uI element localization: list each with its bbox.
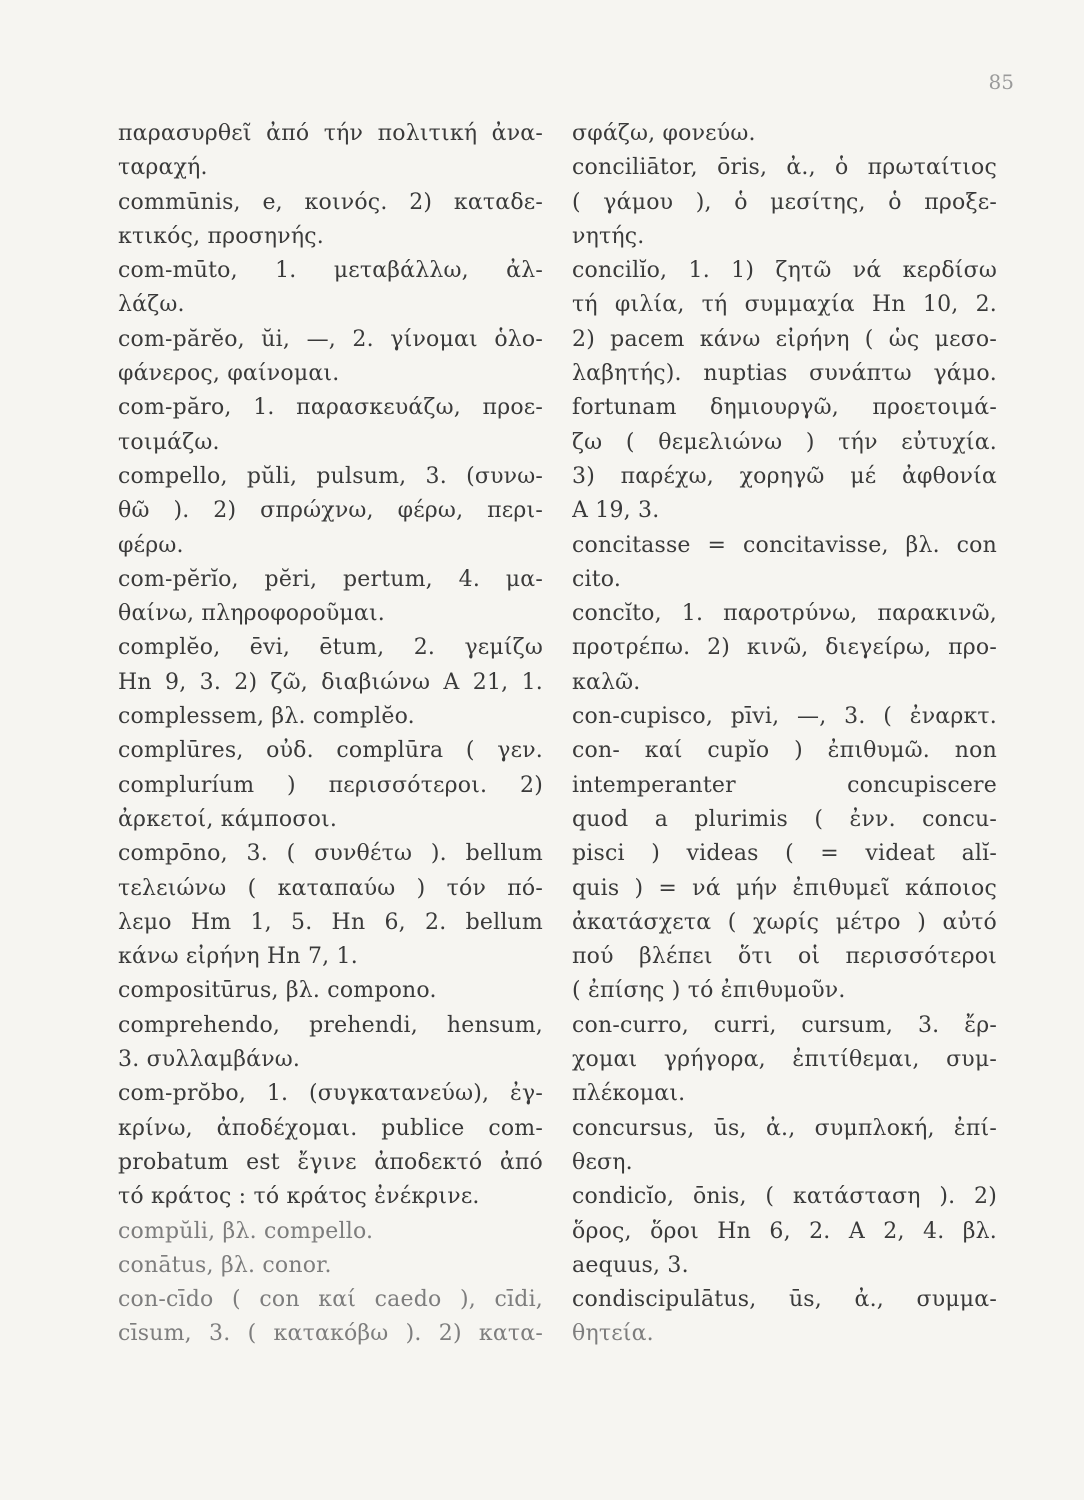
page-number: 85 bbox=[988, 70, 1014, 94]
dictionary-line: compello, pŭli, pulsum, 3. (συνω- bbox=[118, 463, 543, 489]
dictionary-line: compositūrus, βλ. compono. bbox=[118, 978, 437, 1004]
dictionary-line: conātus, βλ. conor. bbox=[118, 1252, 332, 1278]
dictionary-line: pisci ) videas ( = videat alĭ- bbox=[572, 841, 997, 867]
dictionary-line: com-mūto, 1. μεταβάλλω, ἀλ- bbox=[118, 258, 543, 284]
dictionary-line: τελειώνω ( καταπαύω ) τόν πό- bbox=[118, 875, 543, 901]
dictionary-line: λεμο Hm 1, 5. Hn 6, 2. bellum bbox=[118, 909, 543, 935]
dictionary-line: quod a plurimis ( ἐνν. concu- bbox=[572, 806, 997, 832]
dictionary-line: λαβητής). nuptias συνάπτω γάμο. bbox=[572, 361, 997, 387]
dictionary-line: πλέκομαι. bbox=[572, 1081, 686, 1107]
dictionary-line: condiscipulātus, ūs, ἀ., συμμα- bbox=[572, 1287, 997, 1313]
dictionary-line: com-părĕo, ŭi, —, 2. γίνομαι ὁλο- bbox=[118, 326, 543, 352]
dictionary-line: quis ) = νά μήν ἐπιθυμεῖ κάποιος bbox=[572, 875, 997, 901]
dictionary-line: complūres, οὐδ. complūra ( γεν. bbox=[118, 738, 543, 764]
dictionary-line: τή φιλία, τή συμμαχία Hn 10, 2. bbox=[572, 292, 997, 318]
dictionary-line: θῶ ). 2) σπρώχνω, φέρω, περι- bbox=[118, 498, 543, 524]
dictionary-line: con-cupisco, pīvi, —, 3. ( ἐναρκτ. bbox=[572, 704, 997, 730]
dictionary-line: compluríum ) περισσότεροι. 2) bbox=[118, 772, 543, 798]
dictionary-line: intemperanter concupiscere bbox=[572, 772, 997, 798]
dictionary-line: complessem, βλ. complĕo. bbox=[118, 704, 415, 730]
dictionary-line: πού βλέπει ὅτι οἱ περισσότεροι bbox=[572, 944, 997, 970]
dictionary-line: cito. bbox=[572, 566, 622, 592]
dictionary-line: con- καί cupĭo ) ἐπιθυμῶ. non bbox=[572, 738, 997, 764]
dictionary-line: con-curro, curri, cursum, 3. ἔρ- bbox=[572, 1012, 997, 1038]
dictionary-line: ἀρκετοί, κάμποσοι. bbox=[118, 806, 338, 832]
dictionary-line: θητεία. bbox=[572, 1321, 654, 1347]
right-column bbox=[572, 117, 997, 1352]
dictionary-line: λάζω. bbox=[118, 292, 185, 318]
dictionary-line: ζω ( θεμελιώνω ) τήν εὐτυχία. bbox=[572, 429, 997, 455]
dictionary-line: προτρέπω. 2) κινῶ, διεγείρω, προ- bbox=[572, 635, 997, 661]
dictionary-line: χομαι γρήγορα, ἐπιτίθεμαι, συμ- bbox=[572, 1047, 997, 1073]
dictionary-line: probatum est ἔγινε ἀποδεκτό ἀπό bbox=[118, 1149, 543, 1175]
dictionary-line: ( ἐπίσης ) τό ἐπιθυμοῦν. bbox=[572, 978, 846, 1004]
dictionary-line: ( γάμου ), ὁ μεσίτης, ὁ προξε- bbox=[572, 189, 997, 215]
dictionary-line: com-prŏbo, 1. (συγκατανεύω), ἐγ- bbox=[118, 1081, 543, 1107]
dictionary-line: con-cīdo ( con καί caedo ), cīdi, bbox=[118, 1287, 543, 1313]
dictionary-line: concilĭo, 1. 1) ζητῶ νά κερδίσω bbox=[572, 258, 997, 284]
dictionary-line: καλῶ. bbox=[572, 669, 641, 695]
dictionary-line: ταραχή. bbox=[118, 155, 208, 181]
dictionary-line: 2) pacem κάνω εἰρήνη ( ὡς μεσο- bbox=[572, 326, 997, 352]
dictionary-line: παρασυρθεῖ ἀπό τήν πολιτική ἀνα- bbox=[118, 121, 543, 146]
dictionary-line: concĭto, 1. παροτρύνω, παρακινῶ, bbox=[572, 601, 997, 627]
dictionary-line: φάνερος, φαίνομαι. bbox=[118, 361, 340, 387]
dictionary-line: νητής. bbox=[572, 223, 645, 249]
dictionary-line: τό κράτος : τό κράτος ἐνέκρινε. bbox=[118, 1184, 480, 1210]
dictionary-line: 3. συλλαμβάνω. bbox=[118, 1047, 301, 1073]
dictionary-line: concitasse = concitavisse, βλ. con bbox=[572, 532, 997, 558]
dictionary-line: ἀκατάσχετα ( χωρίς μέτρο ) αὐτό bbox=[572, 909, 997, 935]
dictionary-line: Hn 9, 3. 2) ζῶ, διαβιώνω A 21, 1. bbox=[118, 669, 543, 695]
left-column bbox=[118, 117, 543, 1352]
dictionary-line: θεση. bbox=[572, 1149, 633, 1175]
dictionary-line: κτικός, προσηνής. bbox=[118, 223, 324, 249]
dictionary-line: compōno, 3. ( συνθέτω ). bellum bbox=[118, 841, 543, 867]
dictionary-line: conciliātor, ōris, ἀ., ὁ πρωταίτιος bbox=[572, 155, 997, 181]
dictionary-line: κάνω εἰρήνη Hn 7, 1. bbox=[118, 944, 358, 970]
dictionary-line: σφάζω, φονεύω. bbox=[572, 121, 756, 146]
dictionary-line: complĕo, ēvi, ētum, 2. γεμίζω bbox=[118, 635, 543, 661]
dictionary-line: φέρω. bbox=[118, 532, 184, 558]
dictionary-line: 3) παρέχω, χορηγῶ μέ ἀφθονία bbox=[572, 463, 997, 489]
dictionary-line: condicĭo, ōnis, ( κατάσταση ). 2) bbox=[572, 1184, 997, 1210]
dictionary-line: com-păro, 1. παρασκευάζω, προε- bbox=[118, 395, 543, 421]
dictionary-line: aequus, 3. bbox=[572, 1252, 689, 1278]
dictionary-line: A 19, 3. bbox=[572, 498, 660, 524]
dictionary-line: concursus, ūs, ἀ., συμπλοκή, ἐπί- bbox=[572, 1115, 997, 1141]
dictionary-line: θαίνω, πληροφοροῦμαι. bbox=[118, 601, 385, 627]
dictionary-line: compŭli, βλ. compello. bbox=[118, 1218, 374, 1244]
dictionary-line: ὅρος, ὅροι Hn 6, 2. A 2, 4. βλ. bbox=[572, 1218, 997, 1244]
dictionary-line: fortunam δημιουργῶ, προετοιμά- bbox=[572, 395, 997, 421]
dictionary-line: τοιμάζω. bbox=[118, 429, 220, 455]
dictionary-line: comprehendo, prehendi, hensum, bbox=[118, 1012, 543, 1038]
dictionary-line: commūnis, e, κοινός. 2) καταδε- bbox=[118, 189, 543, 215]
dictionary-line: com-pĕrĭo, pĕri, pertum, 4. μα- bbox=[118, 566, 543, 592]
dictionary-line: κρίνω, ἀποδέχομαι. publice com- bbox=[118, 1115, 543, 1141]
dictionary-line: cīsum, 3. ( κατακόβω ). 2) κατα- bbox=[118, 1321, 543, 1347]
